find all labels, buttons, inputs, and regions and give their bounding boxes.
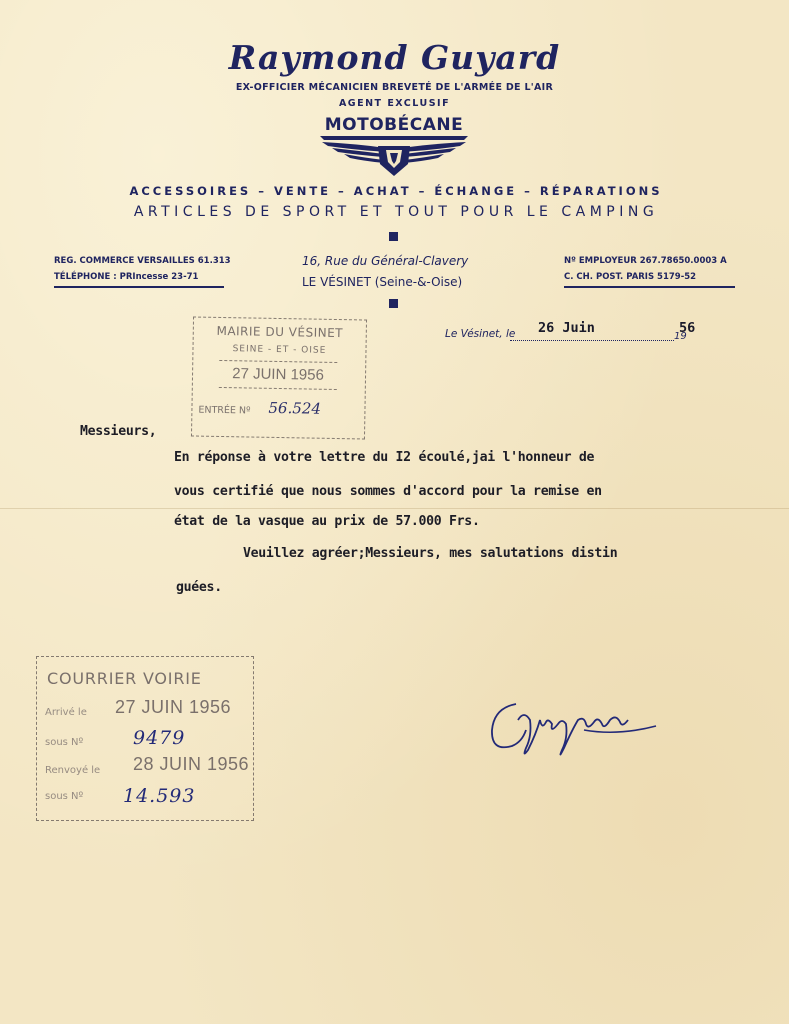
date-day-month: 26 Juin (538, 320, 595, 336)
ccp-number: C. CH. POST. PARIS 5179-52 (564, 272, 697, 282)
stamp-mairie-date: 27 JUIN 1956 (219, 360, 337, 390)
brand-name: MOTOBÉCANE (324, 115, 464, 135)
signature (488, 690, 668, 765)
letter-line-3: état de la vasque au prix de 57.000 Frs. (174, 514, 480, 529)
divider-square (389, 232, 398, 241)
date-dotted-line (510, 340, 674, 341)
stamp-mairie-entree-label: ENTRÉE Nº (198, 404, 251, 417)
stamp-mairie-department: SEINE - ET - OISE (232, 344, 327, 356)
letter-line-5: guées. (176, 580, 222, 595)
winged-logo (318, 134, 470, 178)
underline (564, 286, 735, 288)
stamp-renvoye-date: 28 JUIN 1956 (133, 754, 250, 774)
letter-line-4: Veuillez agréer;Messieurs, mes salutations distin (243, 546, 618, 561)
stamp-sous-number: 9479 (133, 727, 186, 749)
stamp-renvoye-label: Renvoyé le (45, 765, 101, 776)
salutation: Messieurs, (80, 424, 157, 439)
letterhead-name: Raymond Guyard (228, 38, 561, 77)
stamp-sous2-label: sous Nº (45, 791, 84, 802)
date-year: 56 (679, 320, 696, 336)
stamp-arrive-label: Arrivé le (45, 707, 87, 718)
reg-commerce: REG. COMMERCE VERSAILLES 61.313 (54, 256, 231, 266)
divider-square (389, 299, 398, 308)
letter-line-1: En réponse à votre lettre du I2 écoulé,jai l'honneur de (174, 450, 595, 465)
articles-line: ARTICLES DE SPORT ET TOUT POUR LE CAMPING (133, 204, 659, 220)
date-century: 19 (674, 331, 687, 342)
stamp-mairie-title: MAIRIE DU VÉSINET (216, 323, 344, 341)
paper-fold (0, 508, 789, 509)
services-line: ACCESSOIRES – VENTE – ACHAT – ÉCHANGE – RÉPARATIONS (129, 184, 663, 198)
address-line-1: 16, Rue du Général-Clavery (302, 254, 469, 268)
stamp-arrive-date: 27 JUIN 1956 (115, 697, 232, 717)
courrier-voirie-stamp (36, 656, 254, 821)
mairie-stamp (191, 316, 367, 439)
underline (54, 286, 224, 288)
date-prefix: Le Vésinet, le (445, 328, 516, 340)
stamp-sous-label: sous Nº (45, 737, 84, 748)
employeur-number: Nº EMPLOYEUR 267.78650.0003 A (564, 256, 727, 266)
stamp-courrier-title: COURRIER VOIRIE (47, 669, 202, 688)
letterhead-subtitle: EX-OFFICIER MÉCANICIEN BREVETÉ DE L'ARMÉE DE L'AIR (235, 82, 554, 93)
address-line-2: LE VÉSINET (Seine-&-Oise) (302, 275, 463, 289)
stamp-mairie-entree-number: 56.524 (268, 398, 322, 418)
stamp-sous2-number: 14.593 (123, 785, 196, 807)
letterhead-agent: AGENT EXCLUSIF (338, 98, 451, 109)
telephone: TÉLÉPHONE : PRIncesse 23-71 (54, 272, 199, 282)
letter-line-2: vous certifié que nous sommes d'accord pour la remise en (174, 484, 602, 499)
